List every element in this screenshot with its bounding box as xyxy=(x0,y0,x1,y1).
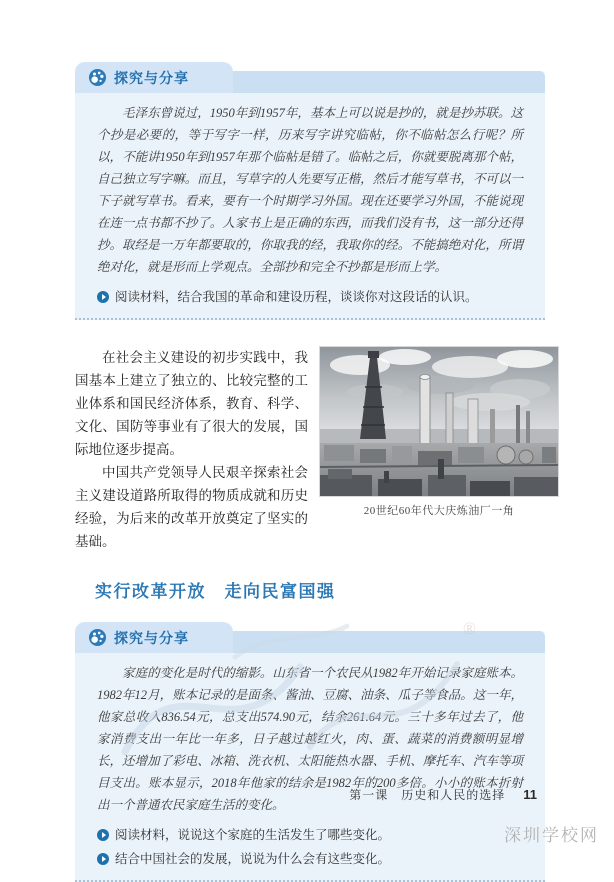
site-watermark: 深圳学校网 xyxy=(504,826,599,845)
explore-box-title: 探究与分享 xyxy=(114,69,189,86)
explore-box-header xyxy=(75,622,545,653)
header-tab xyxy=(75,622,233,653)
explore-box-title: 探究与分享 xyxy=(114,629,189,646)
photo-caption: 20世纪60年代大庆炼油厂一角 xyxy=(363,505,515,517)
registered-mark: ® xyxy=(463,619,476,638)
explore-share-icon xyxy=(88,628,107,647)
daqing-refinery-photo xyxy=(319,346,559,497)
prompt-text: 阅读材料，结合我国的革命和建设历程，谈谈你对这段话的认识。 xyxy=(115,290,478,304)
section-heading: 实行改革开放 走向民富国强 xyxy=(95,582,336,601)
prompt-arrow-icon xyxy=(97,291,109,303)
page-content xyxy=(75,62,545,882)
body-paragraph-1: 在社会主义建设的初步实践中，我国基本上建立了独立的、比较完整的工业体系和国民经济体系，教育、科学、文化、国防等事业有了很大的发展，国际地位逐步提高。 xyxy=(75,350,308,457)
quote-text: 毛泽东曾说过，1950年到1957年，基本上可以说是抄的，就是抄苏联。这个抄是必要的，等于写字一样，历来写字讲究临帖，你不临帖怎么行呢？所以，不能讲1950年到1957年那个临帖是错了。临帖之后，你就要脱离那个帖，自己独立写字嘛。而且，写草字的人先要写正楷，然后才能写草书，不可以一下子就写草书。看来，要有一个时期学习外国。现在还要学习外国，不能说现在连一点书都不抄了。人家书上是正确的东西，而我们没有书，这一部分还得抄。取经是一万年都要取的，你取我的经，我取你的经。不能搞绝对化，所谓绝对化，就是形而上学观点。全部抄和完全不抄都是形而上学。 xyxy=(97,106,523,274)
prompt-text: 结合中国社会的发展，说说为什么会有这些变化。 xyxy=(115,852,391,866)
header-tab xyxy=(75,62,233,93)
discussion-prompt xyxy=(97,287,523,307)
explore-share-icon xyxy=(88,68,107,87)
body-paragraph-2: 中国共产党领导人民艰辛探索社会主义建设道路所取得的物质成就和历史经验，为后来的改革开放奠定了坚实的基础。 xyxy=(75,465,308,549)
explore-share-box-2 xyxy=(75,622,545,882)
prompt-arrow-icon xyxy=(97,829,109,841)
explore-share-box-2-wrap xyxy=(75,619,545,882)
page-footer xyxy=(349,786,537,803)
header-band xyxy=(225,71,545,93)
page-number: 11 xyxy=(523,787,537,802)
photo-figure xyxy=(319,346,559,553)
discussion-prompt xyxy=(97,825,523,845)
explore-box-body xyxy=(75,653,545,882)
story-text: 家庭的变化是时代的缩影。山东省一个农民从1982年开始记录家庭账本。1982年12月，账本记录的是面条、酱油、豆腐、油条、瓜子等食品。这一年，他家总收入836.54元，总支出574.90元，结余261.64元。三十多年过去了，他家消费支出一年比一年多，日子越过越红火，肉、蛋、蔬菜的消费额明显增长，还增加了彩电、冰箱、洗衣机、太阳能热水器、手机、摩托车、汽车等项目支出。账本显示，2018年他家的结余是1982年的200多倍。小小的账本折射出一个普通农民家庭生活的变化。 xyxy=(97,666,523,812)
explore-box-header xyxy=(75,62,545,93)
lesson-title: 第一课 历史和人民的选择 xyxy=(349,788,506,802)
prompt-arrow-icon xyxy=(97,853,109,865)
explore-box-body xyxy=(75,93,545,320)
header-band xyxy=(225,631,545,653)
explore-share-box-1 xyxy=(75,62,545,320)
main-section xyxy=(75,346,559,553)
body-text-column xyxy=(75,346,308,553)
prompt-text: 阅读材料，说说这个家庭的生活发生了哪些变化。 xyxy=(115,828,391,842)
discussion-prompt xyxy=(97,849,523,869)
